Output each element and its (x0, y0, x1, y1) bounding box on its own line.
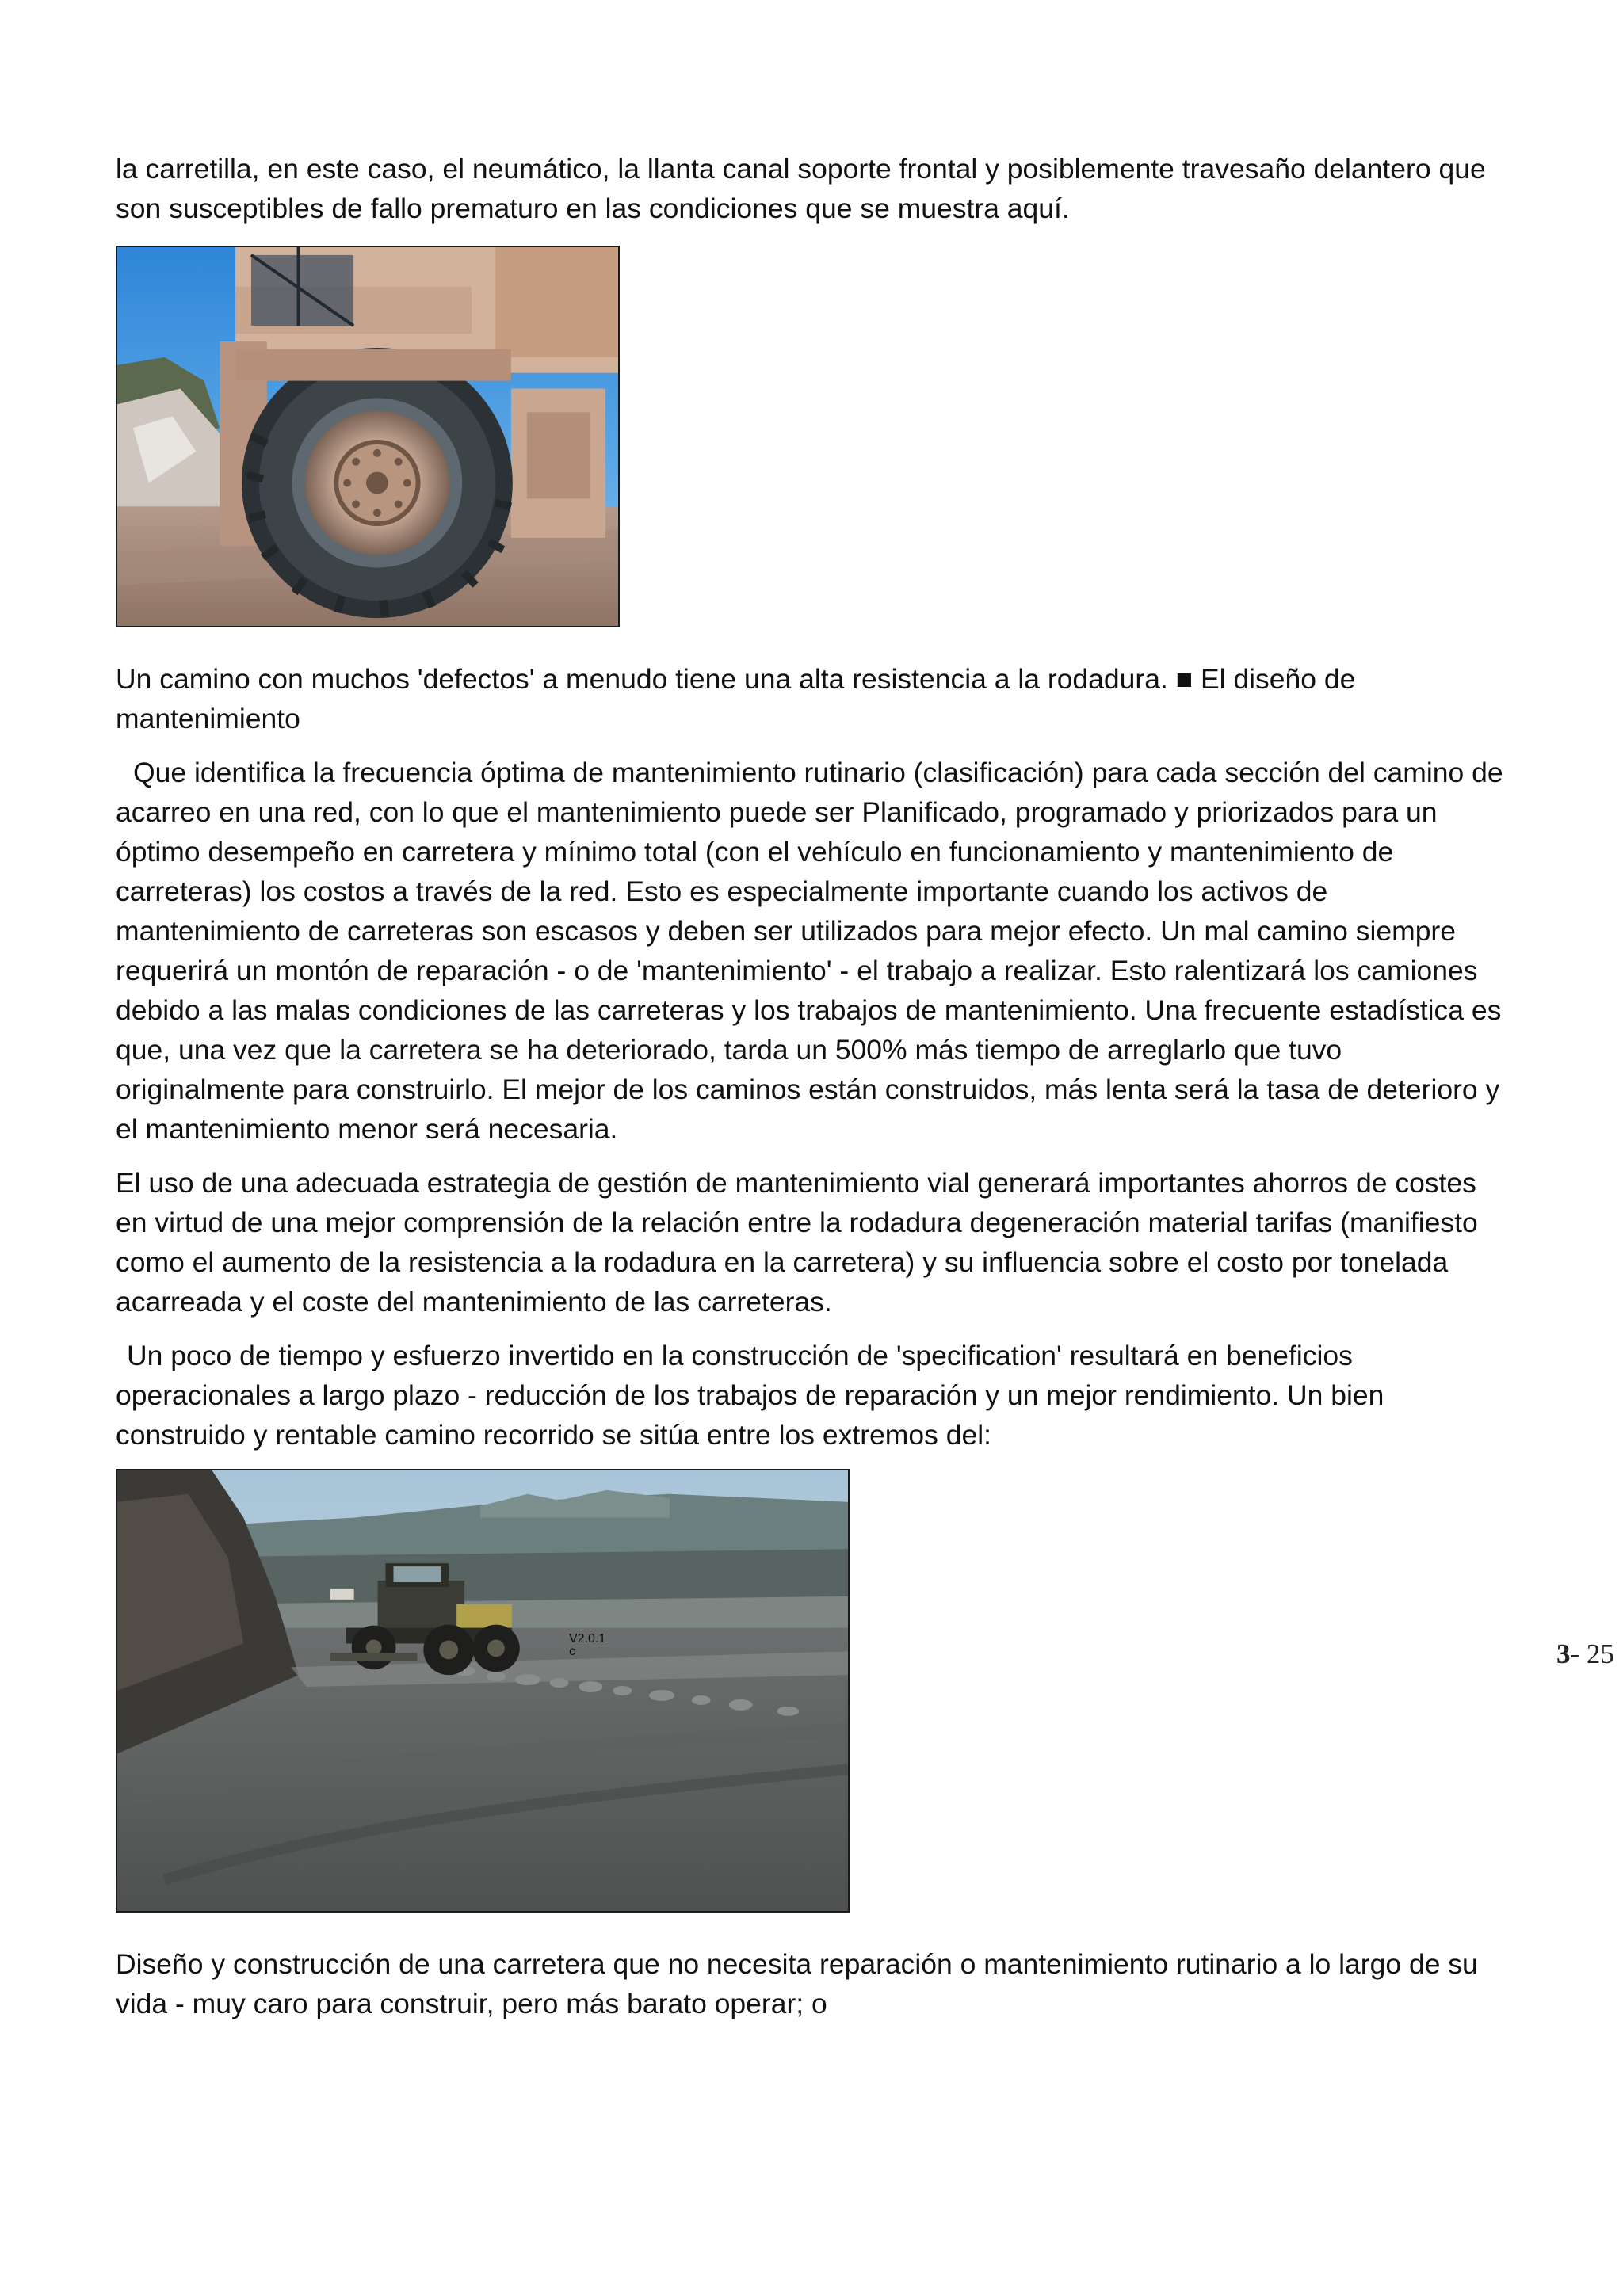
paragraph-specification: Un poco de tiempo y esfuerzo invertido en la construcción de 'specification' resultará en beneficios operacionales a largo plazo - reducción de los trabajos de reparación y un mejor rendimiento. Un bien construido y rentable camino recorrido se sitúa entre los extremos del: (116, 1340, 1384, 1451)
paragraph-road-defects: Un camino con muchos 'defectos' a menudo tiene una alta resistencia a la rodadura. ■ El diseño de mantenimiento (116, 663, 1356, 734)
page-index: 25 (1586, 1638, 1614, 1669)
document-body (116, 149, 1510, 2038)
haul-truck-tire-image (117, 247, 618, 626)
page-number (1556, 1638, 1614, 1670)
version-label: V2.0.1 c (569, 1632, 606, 1658)
motor-grader-image (117, 1470, 848, 1911)
paragraph-design-construction: Diseño y construcción de una carretera que no necesita reparación o mantenimiento rutinario a lo largo de su vida - muy caro para construir, pero más barato operar; o (116, 1948, 1478, 2019)
haul-truck-tire-photo (116, 246, 620, 627)
paragraph-maintenance-strategy: El uso de una adecuada estrategia de gestión de mantenimiento vial generará importantes ahorros de costes en virtud de una mejor comprensión de la relación entre la rodadura degeneración material tarifas (manifiesto como el aumento de la resistencia a la rodadura en la carretera) y su influencia sobre el costo por tonelada acarreada y el coste del mantenimiento de las carreteras. (116, 1167, 1478, 1318)
paragraph-tire-failure: la carretilla, en este caso, el neumático, la llanta canal soporte frontal y posiblemente travesaño delantero que son susceptibles de fallo prematuro en las condiciones que se muestra aquí. (116, 153, 1486, 224)
paragraph-maintenance-frequency: Que identifica la frecuencia óptima de mantenimiento rutinario (clasificación) para cada sección del camino de acarreo en una red, con lo que el mantenimiento puede ser Planificado, programado y priorizados para un óptimo desempeño en carretera y mínimo total (con el vehículo en funcionamiento y mantenimiento de carreteras) los costos a través de la red. Esto es especialmente importante cuando los activos de mantenimiento de carreteras son escasos y deben ser utilizados para mejor efecto. Un mal camino siempre requerirá un montón de reparación - o de 'mantenimiento' - el trabajo a realizar. Esto ralentizará los camiones debido a las malas condiciones de las carreteras y los trabajos de mantenimiento. Una frecuente estadística es que, una vez que la carretera se ha deteriorado, tarda un 500% más tiempo de arreglarlo que tuvo originalmente para construirlo. El mejor de los caminos están construidos, más lenta será la tasa de deterioro y el mantenimiento menor será necesaria. (116, 757, 1503, 1145)
motor-grader-photo (116, 1469, 850, 1913)
page-chapter: 3- (1556, 1638, 1580, 1669)
